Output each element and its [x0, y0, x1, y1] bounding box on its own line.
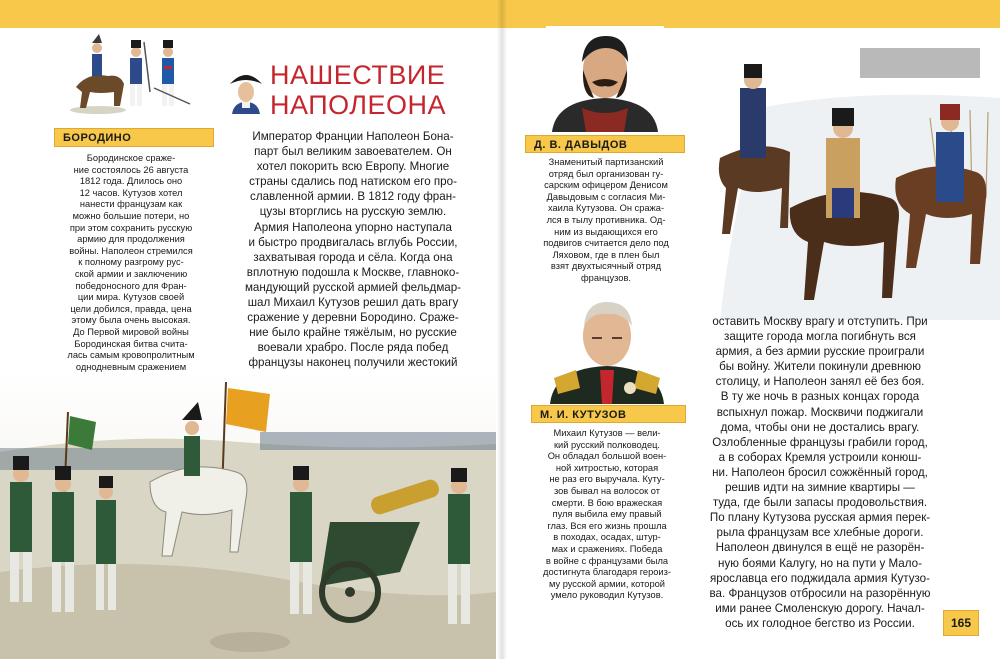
- text-line: Михаил Кутузов — вели-: [553, 428, 661, 438]
- text-line: рыла французам все хлебные дороги.: [716, 526, 924, 540]
- text-line: 12 часов. Кутузов хотел: [79, 187, 183, 198]
- text-line: смерти. В бою вражеская: [551, 497, 663, 508]
- text-line: армия, а без армии русские проиграли: [715, 345, 925, 359]
- text-line: Наполеон двинулся в ещё не разорён-: [715, 541, 925, 555]
- text-line: шал Михаил Кутузов решил дать врагу: [247, 296, 459, 310]
- page-number-text: 165: [950, 616, 972, 630]
- borodino-label: [54, 128, 214, 147]
- text-line: не раз его выручала. Куту-: [549, 474, 665, 485]
- text-line: туда, где были запасы продовольствия.: [712, 496, 928, 510]
- title-line: НАПОЛЕОНА: [270, 90, 447, 120]
- text-line: этому была очень высокая.: [71, 315, 191, 326]
- cavalry-illustration: [68, 32, 198, 116]
- borodino-text: [52, 153, 210, 385]
- kutuzov-portrait: [546, 292, 668, 404]
- text-line: славленной армии. В 1812 году фран-: [250, 190, 456, 204]
- text-line: ось их голодное бегство из России.: [725, 616, 915, 630]
- page-title: [270, 60, 446, 120]
- text-line: отряд был организован гу-: [548, 168, 664, 179]
- text-line: ние состоялось 26 августа: [73, 164, 189, 175]
- text-line: дома, чтобы они не достались врагу.: [720, 420, 920, 434]
- davydov-portrait: [546, 26, 664, 132]
- text-line: взят двухтысячный отряд: [550, 261, 662, 272]
- text-line: а в соборах Кремля устроили конюш-: [718, 450, 922, 464]
- borodino-label-text: БОРОДИНО: [63, 132, 132, 144]
- text-line: страны сдались под натиском его про-: [249, 175, 457, 189]
- page-number: [943, 610, 979, 636]
- text-line: лась самым кровопролитным: [67, 350, 195, 361]
- text-line: французы наконец получили жестокий: [248, 356, 458, 370]
- text-line: Знаменитый партизанский: [548, 157, 664, 167]
- text-line: и быстро продвигалась вглубь России,: [248, 235, 458, 249]
- text-line: ции мира. Кутузов своей: [77, 292, 185, 303]
- text-line: к полному разгрому рус-: [78, 257, 184, 268]
- kutuzov-text: [528, 428, 686, 602]
- text-line: кий русский полководец.: [553, 439, 661, 450]
- text-line: армию для продолжения: [77, 234, 185, 245]
- text-line: По плану Кутузова русская армия перек-: [709, 511, 931, 525]
- kutuzov-label-text: М. И. КУТУЗОВ: [540, 409, 627, 421]
- text-line: ной хитростью, которая: [555, 462, 659, 473]
- main-text-right: [690, 314, 950, 631]
- text-line: цузы вторглись на русскую землю.: [259, 205, 447, 219]
- davydov-label: [525, 135, 685, 153]
- text-line: Бородинская битва счита-: [74, 338, 188, 349]
- text-line: Армия Наполеона упорно наступала: [253, 220, 453, 234]
- text-line: оставить Москву врагу и отступить. При: [712, 315, 928, 328]
- text-line: воевали храбро. После ряда побед: [257, 341, 449, 355]
- text-line: парт был великим завоевателем. Он: [254, 145, 452, 159]
- text-line: Он обладал большой воен-: [547, 451, 667, 462]
- text-line: цели добился, правда, цена: [70, 303, 192, 314]
- napoleon-portrait-icon: [228, 68, 264, 114]
- main-text-left: [222, 129, 484, 386]
- text-line: Император Франции Наполеон Бона-: [252, 130, 454, 143]
- text-line: 1812 года. Длилось оно: [79, 176, 183, 187]
- text-line: при этом сохранить русскую: [69, 222, 193, 233]
- text-line: му русской армии, которой: [548, 578, 666, 589]
- text-line: Озлобленные французы грабили город,: [712, 435, 928, 449]
- text-line: вспыхнул пожар. Москвичи поджигали: [716, 405, 924, 419]
- text-line: зов бывал на волосок от: [553, 485, 661, 496]
- text-line: однодневным сражением: [75, 361, 187, 372]
- text-line: в войне с французами была: [545, 555, 669, 566]
- text-line: глаз. Вся его жизнь прошла: [547, 520, 667, 531]
- text-line: лся в тылу противника. Од-: [546, 214, 666, 225]
- text-line: Бородинское сраже-: [86, 153, 176, 163]
- text-line: умело руководил Кутузов.: [550, 590, 664, 601]
- text-line: ни. Наполеон бросил сожжённый город,: [712, 465, 928, 479]
- text-line: в походах, осадах, штур-: [553, 532, 661, 543]
- text-line: вплотную подошла к Москве, главноко-: [246, 265, 460, 279]
- text-line: столицу, и Наполеон занял её без боя.: [715, 375, 925, 389]
- text-line: ской армии и заключению: [74, 268, 188, 279]
- text-line: войны. Наполеон стремился: [69, 245, 193, 256]
- text-line: защите города могла погибнуть вся: [724, 330, 916, 344]
- text-line: мах и сражениях. Победа: [551, 543, 663, 554]
- text-line: хаила Кутузова. Он сража-: [547, 203, 665, 214]
- text-line: Ляховом, где в плен был: [552, 249, 660, 260]
- text-line: сарским офицером Денисом: [544, 180, 668, 191]
- text-line: хотел покорить всю Европу. Многие: [256, 160, 450, 174]
- text-line: ва. Французов отбросили на разорённую: [709, 586, 931, 600]
- text-line: сражение у деревни Бородино. Сраже-: [247, 311, 459, 325]
- davydov-text: [527, 157, 685, 285]
- text-line: нанести французам как: [79, 199, 183, 210]
- text-line: победоносного для Фран-: [75, 280, 187, 291]
- text-line: захватывая города и сёла. Когда она: [253, 250, 453, 264]
- text-line: Давыдовым с согласия Ми-: [546, 191, 666, 202]
- text-line: бы войну. Жители покинули древнюю: [719, 360, 921, 374]
- title-line: НАШЕСТВИЕ: [270, 60, 446, 90]
- text-line: ярославца его поджидала армия Кутузо-: [710, 571, 930, 585]
- text-line: мандующий русской армией фельдмар-: [244, 280, 462, 294]
- text-line: ним из выдающихся его: [554, 226, 658, 237]
- text-line: ние было крайне тяжёлым, но русские: [249, 326, 457, 340]
- partisans-illustration: [700, 28, 1000, 320]
- text-line: французов.: [581, 272, 631, 283]
- text-line: В ту же ночь в разных концах города: [720, 390, 920, 404]
- page-gutter: [497, 0, 507, 659]
- text-line: достигнута благодаря героиз-: [543, 567, 671, 578]
- text-line: пуля выбила ему правый: [552, 509, 662, 520]
- text-line: можно большие потери, но: [72, 210, 190, 221]
- text-line: До Первой мировой войны: [73, 326, 189, 337]
- text-line: подвигов считается дело под: [543, 238, 669, 249]
- kutuzov-label: [531, 405, 686, 423]
- borodino-battle-illustration: [0, 372, 496, 659]
- text-line: ими ранее Смоленскую дорогу. Начал-: [715, 601, 925, 615]
- davydov-label-text: Д. В. ДАВЫДОВ: [534, 139, 628, 151]
- text-line: ную боями Калугу, но на пути у Мало-: [718, 556, 922, 570]
- text-line: решив идти на зимние квартиры —: [725, 481, 915, 495]
